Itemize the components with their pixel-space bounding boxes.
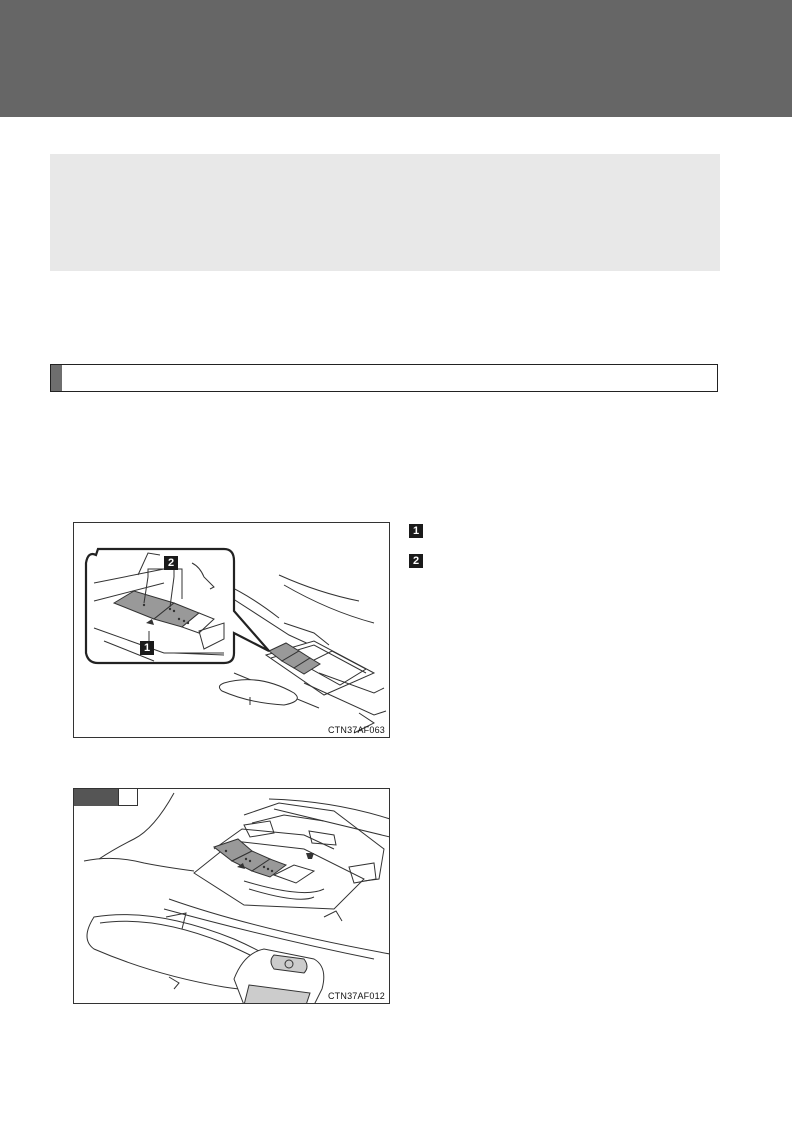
page-header-bar: [0, 0, 792, 117]
legend-marker-2: 2: [409, 554, 423, 568]
legend-item-2: [409, 554, 423, 568]
figure-overhead-console-buttons: [73, 522, 390, 738]
section-heading: [50, 364, 718, 392]
legend-marker-1: 1: [409, 524, 423, 538]
figure-2-code: CTN37AF012: [327, 991, 385, 1001]
figure-1-callout-2: 2: [164, 556, 178, 570]
figure-2-illustration: [74, 789, 390, 1004]
intro-box: [50, 154, 720, 271]
figure-1-illustration: [74, 523, 390, 738]
legend-item-1: [409, 524, 423, 538]
figure-overhead-console-transmitter: [73, 788, 390, 1004]
section-heading-tab: [51, 365, 62, 391]
figure-1-callout-1: 1: [140, 641, 154, 655]
figure-1-code: CTN37AF063: [327, 725, 385, 735]
